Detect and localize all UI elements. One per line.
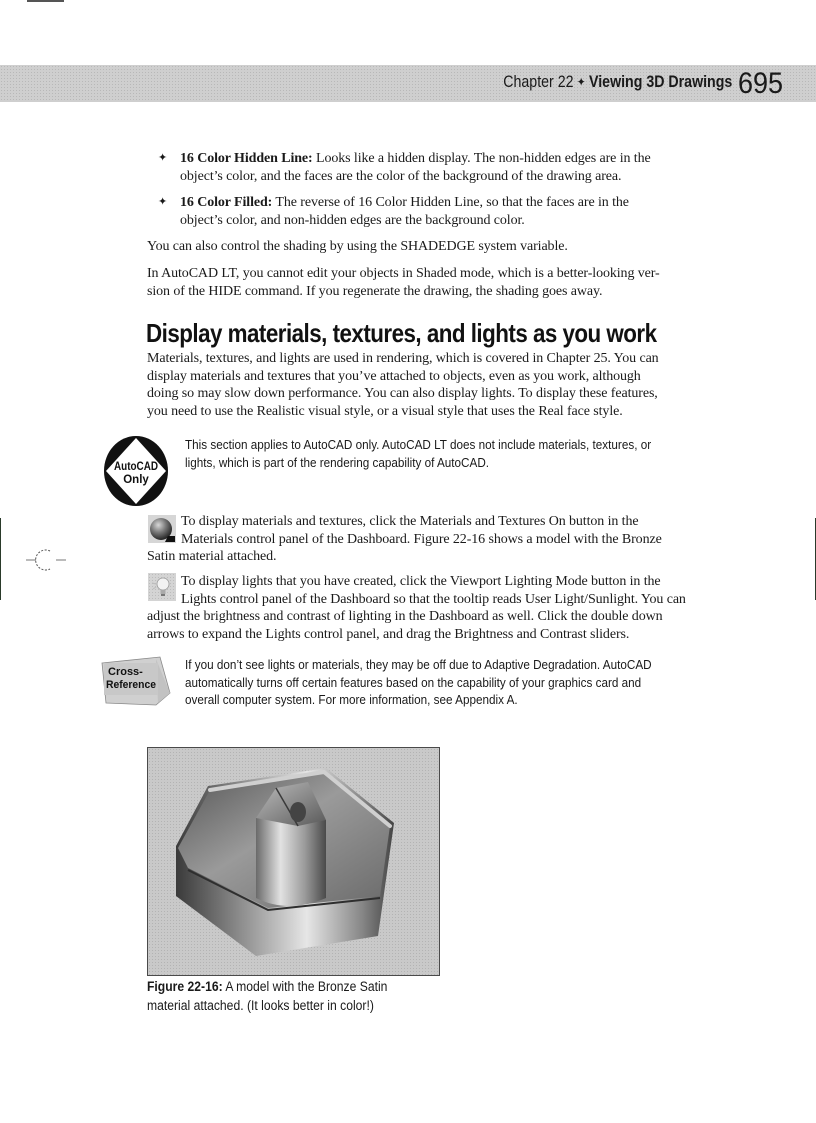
lights-paragraph-cont: [147, 608, 727, 643]
section-heading: Display materials, textures, and lights as you work: [146, 318, 657, 348]
paragraph-line: sion of the HIDE command. If you regenerate the drawing, the shading goes away.: [147, 283, 603, 299]
cross-reference-note: [185, 657, 706, 710]
shaded-hexagon-model-icon: [148, 748, 439, 975]
bullet-text: Looks like a hidden display. The non-hidden edges are in the: [312, 151, 651, 166]
chapter-label: Chapter 22: [502, 73, 574, 91]
materials-paragraph: [181, 513, 721, 548]
bullet-term: 16 Color Hidden Line:: [180, 151, 313, 166]
materials-textures-on-icon: [148, 515, 176, 543]
paragraph-line: arrows to expand the Lights control panel, and drag the Brightness and Contrast sliders.: [147, 626, 630, 642]
bullet-term: 16 Color Filled:: [180, 195, 273, 210]
crop-mark-top: [27, 0, 64, 2]
bullet-text: The reverse of 16 Color Hidden Line, so that the faces are in the: [272, 195, 629, 210]
paragraph-line: adjust the brightness and contrast of lighting in the Dashboard as well. Click the double down: [147, 609, 663, 624]
paragraph-line: Satin material attached.: [147, 549, 277, 564]
note-line: This section applies to AutoCAD only. AutoCAD LT does not include materials, textures, or: [185, 438, 652, 452]
paragraph-autocad-lt: [147, 265, 717, 300]
paragraph-line: To display materials and textures, click the Materials and Textures On button in the: [181, 514, 639, 529]
autocad-only-note: [185, 437, 706, 472]
svg-text:Reference: Reference: [106, 679, 156, 691]
figure-image: [147, 747, 440, 976]
bullet-diamond-icon: ✦: [158, 196, 168, 208]
note-line: overall computer system. For more information, see Appendix A.: [185, 693, 518, 707]
svg-text:Cross-: Cross-: [108, 666, 143, 678]
paragraph-line: display materials and textures that you’ve attached to objects, even as you work, although: [147, 368, 641, 384]
figure-label: Figure 22-16:: [147, 979, 223, 994]
note-line: automatically turns off certain features based on the capability of your graphics card and: [185, 675, 642, 690]
lights-paragraph: [181, 573, 741, 608]
paragraph-line: Lights control panel of the Dashboard so that the tooltip reads User Light/Sunlight. You can: [181, 591, 686, 607]
caption-text: material attached. (It looks better in color!): [147, 998, 374, 1013]
running-header: [503, 73, 732, 92]
bullet-diamond-icon: ✦: [158, 152, 168, 164]
section-intro: [147, 350, 727, 420]
paragraph-line: Materials control panel of the Dashboard. Figure 22-16 shows a model with the Bronze: [181, 531, 662, 547]
cross-reference-book-icon: [100, 655, 172, 707]
crop-mark-left: [0, 518, 1, 600]
paragraph-line: In AutoCAD LT, you cannot edit your objects in Shaded mode, which is a better-looking ver-: [147, 266, 660, 281]
caption-text: A model with the Bronze Satin: [222, 979, 388, 994]
figure-caption: [147, 977, 417, 1015]
separator-diamond-icon: ✦: [576, 75, 586, 89]
viewport-lighting-mode-icon: [148, 573, 176, 601]
registration-mark-icon: [26, 548, 66, 572]
paragraph-shadedge: You can also control the shading by using the SHADEDGE system variable.: [147, 239, 568, 254]
paragraph-line: Materials, textures, and lights are used in rendering, which is covered in Chapter 25. You can: [147, 351, 659, 366]
bullet-text: object’s color, and the faces are the color of the background of the drawing area.: [180, 168, 622, 184]
paragraph-line: doing so may slow down performance. You can also display lights. To display these features,: [147, 386, 658, 401]
note-line: If you don’t see lights or materials, they may be off due to Adaptive Degradation. AutoCAD: [185, 658, 652, 672]
paragraph-line: To display lights that you have created, click the Viewport Lighting Mode button in the: [181, 574, 661, 589]
paragraph-line: you need to use the Realistic visual style, or a visual style that uses the Real face style.: [147, 403, 623, 419]
bullet-text: object’s color, and non-hidden edges are the background color.: [180, 212, 525, 228]
chapter-title: Viewing 3D Drawings: [588, 73, 732, 91]
svg-text:Only: Only: [123, 474, 149, 486]
autocad-only-badge-icon: [102, 434, 170, 508]
note-line: lights, which is part of the rendering capability of AutoCAD.: [185, 455, 490, 470]
svg-text:AutoCAD: AutoCAD: [114, 461, 158, 473]
page-number: 695: [737, 67, 783, 100]
